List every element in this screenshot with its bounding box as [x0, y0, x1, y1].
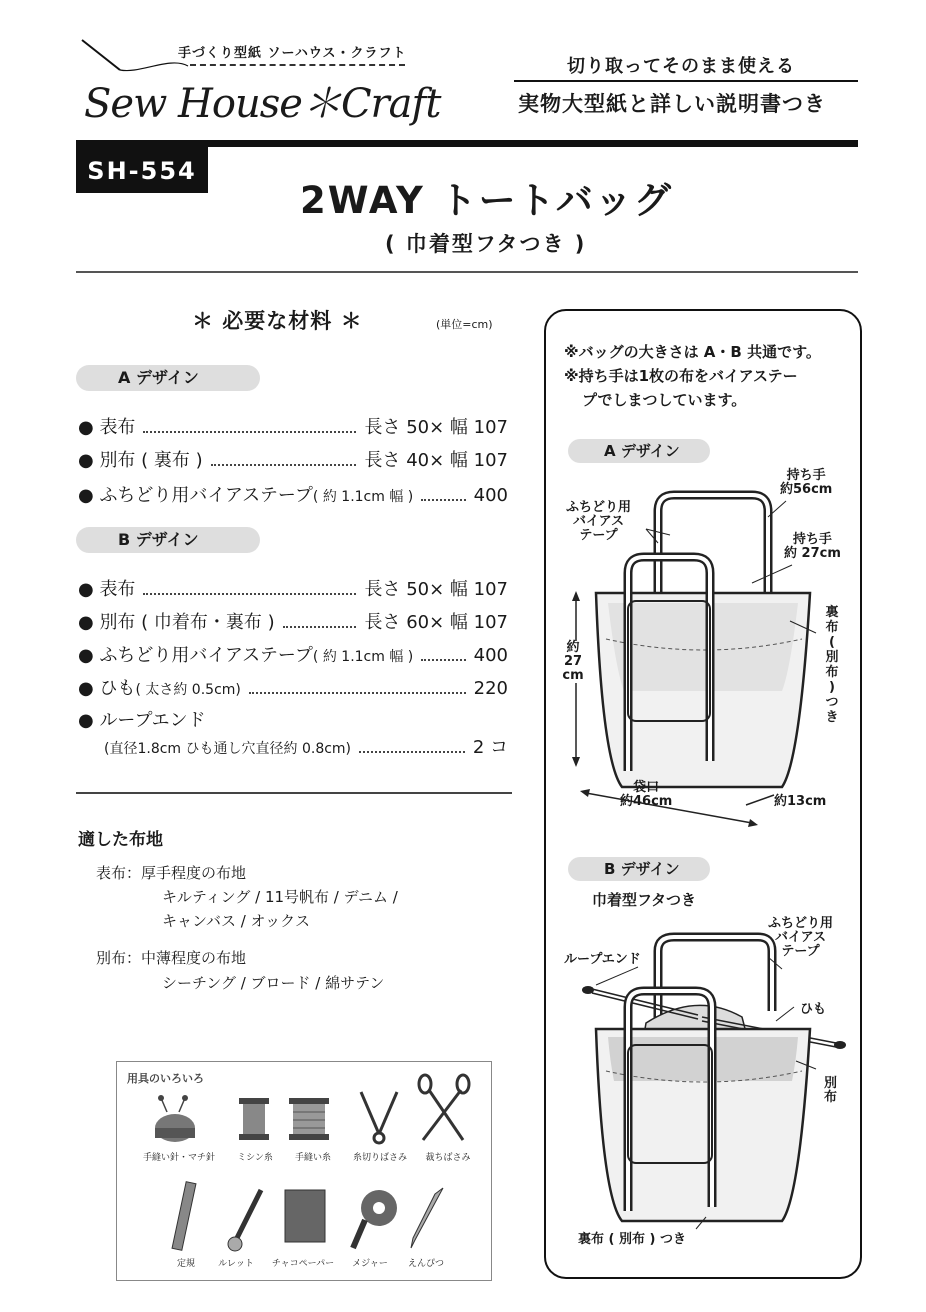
a-lining-vertical-label: [824, 605, 840, 725]
material-value: 長さ 60× 幅 107: [364, 612, 508, 633]
a-bias-label: [566, 501, 631, 543]
a-handle-long-label: [780, 469, 832, 497]
a-bias-line2: バイアス: [572, 514, 625, 529]
a-handle-long-line2: 約56cm: [780, 482, 833, 497]
a-height-label: [560, 641, 586, 683]
product-code-badge: SH-554: [76, 147, 208, 193]
ruler-icon: [172, 1182, 196, 1251]
b-bias-line2: バイアス: [774, 930, 827, 945]
material-note: ( 約 1.1cm 幅 ): [312, 649, 414, 665]
material-value: 220: [473, 678, 508, 699]
tool-label: チャコペーパー: [271, 1259, 335, 1269]
material-name: 表布: [99, 579, 136, 600]
leader-dots: [143, 431, 356, 433]
b-other-line2: 布: [824, 1090, 838, 1105]
material-name: 表布: [99, 417, 136, 438]
b-other-fabric-label: [824, 1077, 837, 1105]
material-row-detail: [104, 733, 508, 759]
tape-measure-icon: [353, 1190, 397, 1248]
panel-b-design-label: B デザイン: [568, 857, 710, 881]
bullet-icon: ●: [78, 417, 100, 438]
inner-fabric-label: 別布：中薄程度の布地: [96, 949, 247, 967]
a-lining-char: き: [825, 710, 839, 725]
a-handle-short-line2: 約 27cm: [784, 546, 841, 561]
a-handle-short-label: [784, 533, 841, 561]
material-row: [78, 413, 508, 439]
loop-end-detail: (直径1.8cm ひも通し穴直径約 0.8cm): [104, 741, 352, 757]
material-value: 長さ 50× 幅 107: [364, 417, 508, 438]
tools-illustrations: [117, 1062, 491, 1280]
material-note: ( 約 1.1cm 幅 ): [312, 489, 414, 505]
thread-icon: [289, 1098, 329, 1140]
tool-label: 定規: [176, 1259, 195, 1269]
material-value: 長さ 40× 幅 107: [364, 450, 508, 471]
a-handle-long-line1: 持ち手: [786, 468, 826, 483]
material-row: [78, 608, 508, 634]
material-value: 400: [473, 645, 508, 666]
brand-dash-line: [190, 64, 405, 66]
pencil-icon: [411, 1188, 443, 1248]
b-cord-label: ひも: [800, 1002, 827, 1017]
tool-label: ミシン糸: [237, 1153, 273, 1163]
a-height-line1: 約: [566, 640, 580, 655]
tools-box: [116, 1061, 492, 1281]
panel-a-design-label: A デザイン: [568, 439, 710, 463]
a-handle-short-line1: 持ち手: [792, 532, 832, 547]
tool-label: 裁ちばさみ: [425, 1153, 471, 1163]
a-height-line3: cm: [562, 668, 584, 683]
material-row: [78, 481, 508, 507]
page-title: 2WAY トートバッグ: [300, 179, 673, 222]
tool-label: 手縫い針・マチ針: [142, 1153, 215, 1163]
material-row: [78, 641, 508, 667]
outer-fabric-label: 表布：厚手程度の布地: [96, 864, 247, 882]
bullet-icon: ●: [78, 450, 100, 471]
material-note: ( 太さ約 0.5cm): [135, 682, 241, 698]
bullet-icon: ●: [78, 485, 100, 506]
tools-heading: 用具のいろいろ: [127, 1072, 204, 1085]
material-name: 別布 ( 裏布 ): [99, 450, 203, 471]
a-lining-char: ): [829, 680, 835, 695]
chalk-paper-icon: [285, 1190, 325, 1242]
leader-dots: [211, 464, 357, 466]
materials-heading: ＊ 必要な材料 ＊: [192, 309, 363, 333]
tagline-1: 切り取ってそのまま使える: [567, 56, 795, 77]
outer-fabric-line2: キャンバス / オックス: [162, 912, 310, 930]
b-loop-end-label: ループエンド: [564, 952, 641, 967]
a-opening-label: [620, 781, 672, 809]
pincushion-icon: [155, 1095, 195, 1142]
leader-dots: [283, 626, 357, 628]
leader-dots: [359, 751, 465, 753]
tool-label: ルレット: [218, 1259, 254, 1269]
material-value: 2 コ: [472, 737, 508, 758]
material-name: ふちどり用バイアステープ: [99, 485, 313, 506]
tool-label: えんぴつ: [407, 1259, 444, 1269]
fabrics-heading: 適した布地: [78, 830, 163, 850]
material-value: 400: [473, 485, 508, 506]
leader-dots: [421, 659, 465, 661]
a-opening-line2: 約46cm: [620, 794, 673, 809]
b-caption: 巾着型フタつき: [592, 891, 696, 909]
b-design-label: B デザイン: [76, 527, 260, 553]
tagline-rule: [514, 80, 858, 82]
shears-icon: [419, 1075, 469, 1140]
a-lining-char: 布: [825, 665, 839, 680]
page-subtitle: ( 巾着型フタつき ): [385, 232, 587, 256]
a-bias-line1: ふちどり用: [566, 500, 632, 515]
a-lining-char: 布: [825, 620, 839, 635]
a-lining-char: (: [829, 635, 835, 650]
leader-dots: [249, 692, 466, 694]
bullet-icon: ●: [78, 612, 100, 633]
unit-note: (単位=cm): [436, 318, 493, 331]
b-bias-label: [768, 917, 833, 959]
a-bias-line3: テープ: [579, 528, 618, 543]
spool-icon: [239, 1098, 269, 1140]
tool-label: 糸切りばさみ: [352, 1153, 407, 1163]
b-lining-label: 裏布 ( 別布 ) つき: [578, 1232, 686, 1247]
snips-icon: [361, 1092, 397, 1143]
material-name: 別布 ( 巾着布・裏布 ): [99, 612, 275, 633]
a-lining-char: 別: [825, 650, 839, 665]
material-name: ひも: [99, 678, 136, 699]
leader-dots: [421, 499, 465, 501]
material-name: ふちどり用バイアステープ: [99, 645, 313, 666]
material-row: [78, 674, 508, 700]
bullet-icon: ●: [78, 645, 100, 666]
b-bias-line1: ふちどり用: [768, 916, 834, 931]
material-row: [78, 706, 508, 732]
brand-logo: Sew House＊Craft: [84, 81, 441, 127]
brand-small-text: 手づくり型紙 ソーハウス・クラフト: [178, 46, 407, 61]
bullet-icon: ●: [78, 678, 100, 699]
panel-note-1: ※バッグの大きさは A・B 共通です。: [564, 343, 821, 361]
info-panel: [544, 309, 862, 1279]
tool-label: メジャー: [352, 1259, 388, 1269]
inner-fabric-line1: シーチング / ブロード / 綿サテン: [162, 974, 385, 992]
tracing-wheel-icon: [228, 1190, 261, 1251]
tagline-2: 実物大型紙と詳しい説明書つき: [518, 92, 826, 116]
outer-fabric-line1: キルティング / 11号帆布 / デニム /: [162, 888, 398, 906]
panel-note-2: ※持ち手は1枚の布をバイアステー: [564, 367, 798, 385]
material-row: [78, 575, 508, 601]
a-design-label: A デザイン: [76, 365, 260, 391]
a-opening-line1: 袋口: [633, 780, 660, 795]
material-name: ループエンド: [99, 710, 206, 731]
b-other-line1: 別: [824, 1076, 838, 1091]
bullet-icon: ●: [78, 579, 100, 600]
bullet-icon: ●: [78, 710, 100, 731]
materials-divider: [76, 792, 512, 794]
material-row: [78, 446, 508, 472]
a-height-line2: 27: [563, 654, 583, 669]
tool-label: 手縫い糸: [294, 1153, 331, 1163]
a-lining-char: つ: [825, 695, 839, 710]
b-bias-line3: テープ: [781, 944, 820, 959]
header-thick-rule: [76, 140, 858, 147]
a-lining-char: 裏: [825, 605, 839, 620]
panel-note-3: プでしまつしています。: [582, 391, 747, 409]
leader-dots: [143, 593, 356, 595]
header-bottom-rule: [76, 271, 858, 273]
a-depth-label: 約13cm: [774, 794, 827, 809]
material-value: 長さ 50× 幅 107: [364, 579, 508, 600]
